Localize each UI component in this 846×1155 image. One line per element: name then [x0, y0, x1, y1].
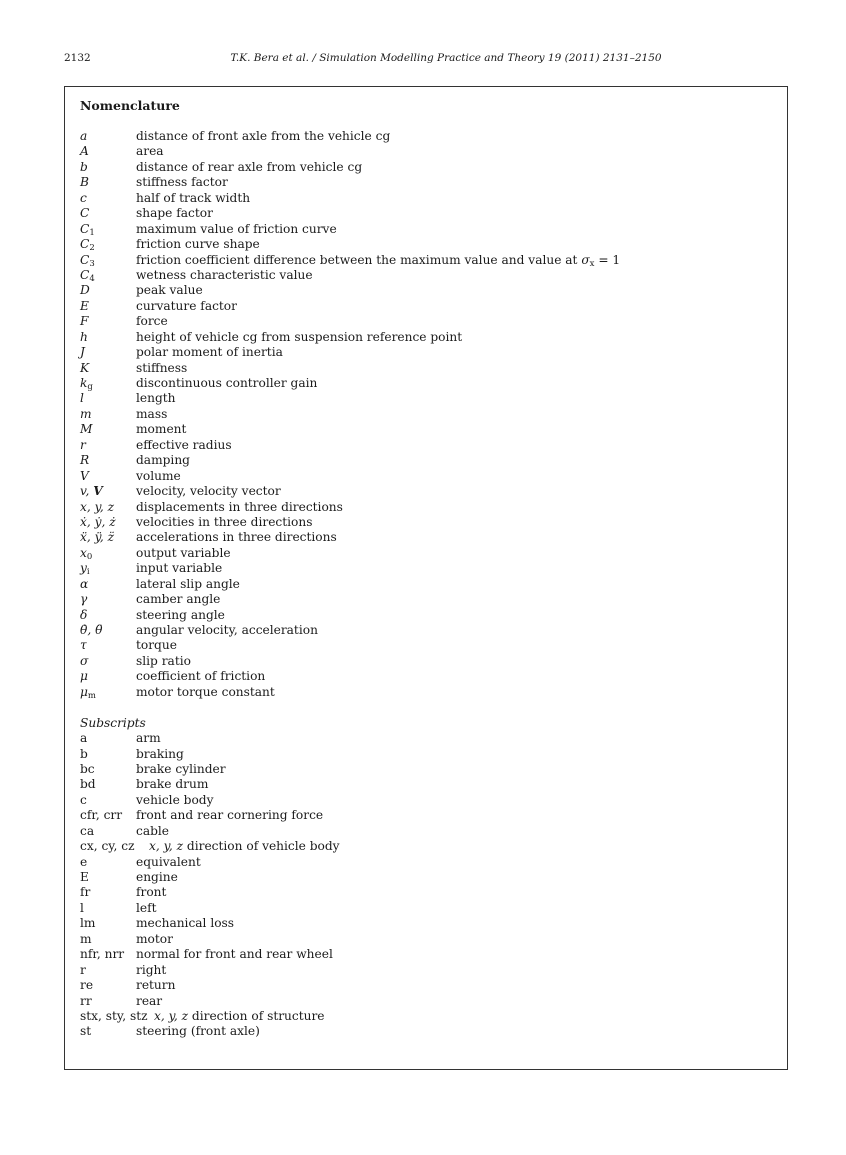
subscripts-row [80, 808, 780, 823]
subscripts-symbol-text: bc [80, 761, 95, 776]
nomenclature-symbol-subscript: 0 [86, 551, 93, 562]
nomenclature-symbol-text: B [80, 175, 89, 190]
subscripts-symbol-text: fr [80, 885, 91, 900]
subscripts-definition: x, y, z direction of vehicle body [149, 839, 340, 854]
nomenclature-row [80, 685, 780, 700]
subscripts-definition: left [136, 900, 157, 915]
nomenclature-symbol [80, 314, 88, 329]
nomenclature-symbol-subscript: 4 [89, 273, 95, 284]
nomenclature-symbol-text: h [80, 329, 88, 344]
nomenclature-symbol [80, 407, 92, 422]
nomenclature-definition: discontinuous controller gain [136, 376, 318, 390]
nomenclature-symbol [80, 438, 86, 453]
nomenclature-definition: velocities in three directions [136, 514, 313, 529]
nomenclature-definition: input variable [136, 561, 223, 576]
nomenclature-symbol [80, 129, 87, 144]
nomenclature-symbol-subscript: 3 [89, 258, 95, 269]
nomenclature-definition: lateral slip angle [136, 576, 240, 591]
nomenclature-row [80, 453, 780, 468]
subscripts-symbol [80, 777, 96, 792]
nomenclature-symbol-text: C [80, 206, 90, 221]
nomenclature-title: Nomenclature [80, 98, 180, 113]
nomenclature-row [80, 175, 780, 190]
nomenclature-row [80, 299, 780, 314]
nomenclature-symbol [80, 299, 89, 314]
subscripts-definition: brake drum [136, 777, 209, 792]
subscripts-symbol-text: lm [80, 916, 96, 931]
nomenclature-symbol-text: α [80, 576, 89, 591]
nomenclature-definition: accelerations in three directions [136, 530, 337, 545]
nomenclature-definition: distance of front axle from the vehicle cg [136, 129, 391, 143]
nomenclature-definition: force [136, 314, 168, 329]
subscripts-row [80, 1009, 780, 1024]
nomenclature-definition: distance of rear axle from vehicle cg [136, 159, 363, 174]
subscripts-row [80, 885, 780, 900]
section-spacer [80, 700, 780, 715]
subscripts-symbol [80, 994, 92, 1009]
subscripts-definition: arm [136, 731, 161, 746]
subscripts-symbol [80, 978, 93, 993]
subscripts-definition: engine [136, 870, 178, 884]
nomenclature-symbol-text: l [80, 391, 84, 406]
subscripts-symbol-text: cx, cy, cz [80, 839, 135, 854]
nomenclature-definition: angular velocity, acceleration [136, 623, 318, 637]
subscripts-title: Subscripts [80, 715, 146, 730]
nomenclature-symbol-text: C [80, 267, 90, 282]
nomenclature-definition: half of track width [136, 190, 251, 205]
nomenclature-symbol [80, 500, 114, 515]
subscripts-symbol [80, 947, 124, 962]
nomenclature-row [80, 376, 780, 391]
subscripts-definition: x, y, z direction of structure [154, 1008, 325, 1023]
nomenclature-row [80, 253, 780, 268]
nomenclature-box [64, 86, 788, 1070]
subscripts-symbol [80, 731, 87, 746]
nomenclature-symbol-text: M [80, 422, 93, 437]
nomenclature-symbol-text: a [80, 129, 88, 143]
nomenclature-symbol-text: θ̇, θ̈ [80, 623, 103, 637]
nomenclature-symbol-text: K [80, 360, 90, 375]
nomenclature-row [80, 160, 780, 175]
nomenclature-definition: velocity, velocity vector [136, 484, 281, 499]
nomenclature-symbol-text: x, y, z [80, 499, 115, 514]
nomenclature-definition: slip ratio [136, 653, 191, 668]
nomenclature-symbol-text: R [80, 453, 90, 468]
subscripts-row [80, 777, 780, 792]
subscripts-row [80, 747, 780, 762]
nomenclature-definition: camber angle [136, 592, 221, 607]
nomenclature-definition: damping [136, 453, 190, 468]
subscripts-definition: steering (front axle) [136, 1024, 260, 1039]
nomenclature-row [80, 484, 780, 499]
nomenclature-row [80, 129, 780, 144]
nomenclature-row [80, 515, 780, 530]
subscripts-symbol [80, 1024, 91, 1039]
subscripts-symbol [80, 747, 88, 762]
subscripts-symbol-text: nfr, nrr [80, 947, 125, 962]
nomenclature-symbol-text: k [80, 376, 88, 390]
nomenclature-definition: motor torque constant [136, 684, 275, 699]
nomenclature-symbol-text: ẍ, ÿ, z̈ [80, 530, 115, 545]
nomenclature-definition: length [136, 391, 176, 406]
nomenclature-symbol [80, 453, 89, 468]
subscripts-definition: front and rear cornering force [136, 808, 324, 823]
nomenclature-row [80, 638, 780, 653]
nomenclature-symbol-text: δ [80, 607, 88, 622]
nomenclature-list [80, 129, 780, 1040]
nomenclature-row [80, 546, 780, 561]
subscripts-row [80, 870, 780, 885]
nomenclature-definition: torque [136, 638, 177, 653]
nomenclature-row [80, 469, 780, 484]
nomenclature-symbol [80, 608, 87, 623]
subscripts-row [80, 932, 780, 947]
nomenclature-definition: shape factor [136, 206, 213, 221]
nomenclature-symbol [80, 361, 89, 376]
nomenclature-row [80, 144, 780, 159]
nomenclature-symbol [80, 469, 89, 484]
nomenclature-symbol [80, 175, 89, 190]
subscripts-row [80, 839, 780, 854]
nomenclature-symbol-text: y [80, 561, 87, 576]
nomenclature-symbol [80, 160, 88, 175]
subscripts-definition: equivalent [136, 854, 201, 869]
running-head: T.K. Bera et al. / Simulation Modelling Practice and Theory 19 (2011) 2131–2150 [230, 52, 662, 64]
nomenclature-symbol-text: ẋ, ẏ, ż [80, 514, 116, 529]
nomenclature-symbol-subscript: g [87, 382, 93, 392]
nomenclature-definition: moment [136, 422, 187, 437]
nomenclature-symbol-text: b [80, 159, 88, 174]
nomenclature-symbol-text: C [80, 252, 90, 267]
nomenclature-row [80, 222, 780, 237]
nomenclature-row [80, 577, 780, 592]
nomenclature-row [80, 500, 780, 515]
subscripts-symbol-text: rr [80, 993, 92, 1008]
nomenclature-symbol [80, 330, 88, 345]
subscripts-definition: motor [136, 931, 173, 946]
nomenclature-row [80, 561, 780, 576]
subscripts-definition: cable [136, 823, 170, 838]
nomenclature-symbol [80, 391, 84, 406]
nomenclature-definition: mass [136, 406, 168, 421]
nomenclature-symbol [80, 345, 85, 360]
subscripts-symbol [80, 839, 135, 854]
nomenclature-symbol [80, 206, 89, 221]
subscripts-row [80, 916, 780, 931]
nomenclature-symbol-text: x [80, 545, 87, 560]
nomenclature-definition: maximum value of friction curve [136, 221, 337, 236]
subscripts-symbol [80, 824, 94, 839]
nomenclature-symbol [80, 515, 116, 530]
nomenclature-symbol-text: c [80, 190, 87, 205]
subscripts-row [80, 947, 780, 962]
subscripts-row [80, 731, 780, 746]
nomenclature-symbol-subscript: 2 [89, 243, 95, 254]
nomenclature-symbol [80, 484, 103, 499]
subscripts-definition: normal for front and rear wheel [136, 947, 333, 962]
subscripts-symbol-text: m [80, 931, 92, 946]
nomenclature-symbol-text: C [80, 221, 90, 236]
nomenclature-symbol-text: J [80, 345, 85, 360]
nomenclature-symbol [80, 283, 90, 298]
subscripts-symbol [80, 932, 92, 947]
nomenclature-row [80, 268, 780, 283]
subscripts-symbol [80, 793, 87, 808]
nomenclature-row [80, 283, 780, 298]
nomenclature-symbol [80, 623, 102, 638]
subscripts-definition: braking [136, 746, 184, 761]
nomenclature-row [80, 623, 780, 638]
nomenclature-symbol-subscript: 1 [89, 227, 95, 238]
subscripts-row [80, 901, 780, 916]
subscripts-definition: brake cylinder [136, 761, 226, 776]
subscripts-symbol-text: r [80, 962, 86, 977]
nomenclature-definition: displacements in three directions [136, 499, 343, 514]
nomenclature-row [80, 669, 780, 684]
nomenclature-definition: wetness characteristic value [136, 267, 313, 282]
nomenclature-symbol [80, 592, 87, 607]
nomenclature-definition: peak value [136, 283, 203, 298]
nomenclature-symbol-text: σ [80, 653, 89, 668]
subscripts-definition: front [136, 885, 167, 900]
nomenclature-symbol-subscript: i [86, 567, 90, 578]
nomenclature-symbol [80, 638, 87, 653]
nomenclature-row [80, 438, 780, 453]
subscripts-symbol-text: e [80, 854, 88, 869]
subscripts-symbol-text: st [80, 1024, 92, 1039]
nomenclature-symbol-text: D [80, 283, 90, 298]
subscripts-symbol [80, 870, 89, 885]
nomenclature-symbol-text: r [80, 437, 86, 452]
page-number: 2132 [64, 52, 91, 64]
nomenclature-definition: friction coefficient difference between the maximum value and value at σx = 1 [136, 252, 621, 269]
subscripts-row [80, 793, 780, 808]
subscripts-definition: mechanical loss [136, 916, 235, 931]
nomenclature-definition: steering angle [136, 607, 225, 622]
nomenclature-row [80, 608, 780, 623]
nomenclature-definition: polar moment of inertia [136, 345, 283, 360]
nomenclature-symbol-text: γ [80, 592, 88, 607]
subscripts-symbol-text: c [80, 792, 87, 807]
subscripts-symbol-text: E [80, 870, 89, 884]
nomenclature-symbol-text: C [80, 237, 90, 252]
subscripts-row [80, 824, 780, 839]
subscripts-symbol-text: a [80, 731, 88, 746]
subscripts-symbol [80, 916, 95, 931]
subscripts-symbol-text: bd [80, 777, 96, 792]
nomenclature-row [80, 345, 780, 360]
subscripts-symbol [80, 885, 90, 900]
nomenclature-definition: stiffness [136, 360, 188, 375]
nomenclature-definition: curvature factor [136, 298, 237, 313]
subscripts-symbol-text: b [80, 746, 88, 761]
subscripts-symbol-text: ca [80, 823, 95, 838]
nomenclature-row [80, 361, 780, 376]
nomenclature-row [80, 407, 780, 422]
nomenclature-row [80, 654, 780, 669]
nomenclature-symbol [80, 654, 88, 669]
subscripts-symbol-text: stx, sty, stz [80, 1008, 148, 1023]
nomenclature-definition: volume [136, 468, 181, 483]
subscripts-symbol [80, 963, 86, 978]
nomenclature-definition: output variable [136, 545, 231, 560]
nomenclature-row [80, 422, 780, 437]
nomenclature-symbol-text: E [80, 298, 89, 313]
subscripts-symbol [80, 808, 122, 823]
nomenclature-row [80, 330, 780, 345]
nomenclature-symbol [80, 422, 92, 437]
nomenclature-definition: area [136, 144, 164, 159]
nomenclature-row [80, 530, 780, 545]
subscripts-symbol-text: l [80, 900, 84, 915]
nomenclature-symbol [80, 144, 89, 159]
nomenclature-symbol [80, 669, 88, 684]
subscripts-row [80, 855, 780, 870]
subscripts-definition: return [136, 978, 176, 993]
subscripts-row [80, 963, 780, 978]
subscripts-symbol [80, 855, 87, 870]
subscripts-row [80, 1024, 780, 1039]
nomenclature-symbol [80, 577, 88, 592]
nomenclature-row [80, 391, 780, 406]
subscripts-symbol [80, 1009, 148, 1024]
nomenclature-symbol [80, 685, 96, 704]
subscripts-symbol [80, 901, 84, 916]
nomenclature-row [80, 206, 780, 221]
nomenclature-symbol-text: μ [80, 669, 88, 684]
nomenclature-symbol-text: μ [80, 684, 88, 699]
nomenclature-definition: effective radius [136, 437, 232, 452]
subscripts-definition: right [136, 962, 167, 977]
nomenclature-row [80, 592, 780, 607]
subscripts-row [80, 762, 780, 777]
nomenclature-row [80, 314, 780, 329]
nomenclature-symbol [80, 191, 87, 206]
nomenclature-row [80, 191, 780, 206]
page-header [64, 52, 788, 68]
nomenclature-symbol [80, 530, 114, 545]
subscripts-symbol-text: re [80, 978, 94, 993]
nomenclature-definition: friction curve shape [136, 237, 260, 252]
nomenclature-definition: coefficient of friction [136, 669, 266, 684]
nomenclature-row [80, 237, 780, 252]
subscripts-symbol [80, 762, 95, 777]
nomenclature-definition: height of vehicle cg from suspension reference point [136, 329, 463, 344]
nomenclature-symbol-text: τ [80, 638, 87, 653]
subscripts-definition: rear [136, 993, 163, 1008]
subscripts-row [80, 978, 780, 993]
nomenclature-symbol-text: A [80, 144, 89, 159]
nomenclature-symbol-text: v, V [80, 484, 103, 499]
nomenclature-symbol-subscript: m [87, 690, 96, 701]
subscripts-row [80, 994, 780, 1009]
subscripts-symbol-text: cfr, crr [80, 808, 123, 823]
nomenclature-symbol-text: F [80, 314, 89, 329]
nomenclature-symbol-text: V [80, 468, 89, 483]
nomenclature-symbol-text: m [80, 406, 92, 421]
subscripts-definition: vehicle body [136, 792, 214, 807]
nomenclature-definition: stiffness factor [136, 175, 228, 190]
